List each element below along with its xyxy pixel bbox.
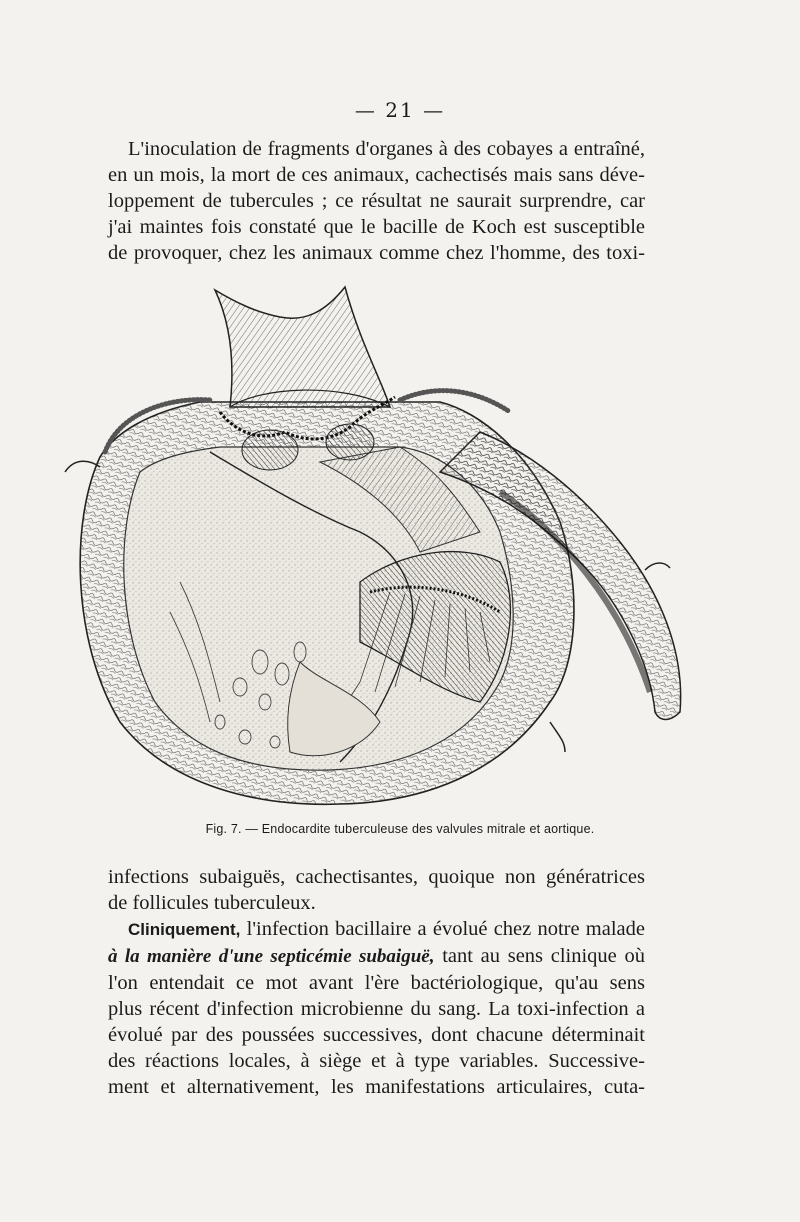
text-line: plus récent d'infection microbienne du sang. La toxi-infection a: [108, 998, 645, 1020]
text-line: loppement de tubercules ; ce résultat ne saurait surprendre, car: [108, 190, 645, 212]
text-fragment: tant au sens clinique où: [434, 945, 645, 967]
bold-term: Cliniquement,: [128, 920, 241, 939]
paragraph-top: [108, 136, 645, 266]
text-line: l'on entendait ce mot avant l'ère bactériologique, qu'au sens: [108, 972, 645, 994]
figure-caption: Fig. 7. — Endocardite tuberculeuse des valvules mitrale et aortique.: [205, 822, 595, 836]
aorta: [215, 287, 390, 407]
text-line: infections subaiguës, cachectisantes, quoique non génératrices: [108, 866, 645, 888]
page-number: — 21 —: [354, 98, 446, 122]
text-line: L'inoculation de fragments d'organes à des cobayes a entraîné,: [128, 138, 645, 160]
heart-illustration: [60, 282, 700, 814]
text-line: en un mois, la mort de ces animaux, cachectisés mais sans déve-: [108, 164, 645, 186]
paragraph-bottom: [108, 864, 645, 1100]
text-line: j'ai maintes fois constaté que le bacille de Koch est susceptible: [108, 216, 645, 238]
text-line: de follicules tuberculeux.: [108, 892, 316, 914]
text-line: de provoquer, chez les animaux comme chez l'homme, des toxi-: [108, 242, 645, 264]
text-line: [108, 916, 645, 943]
text-line: ment et alternativement, les manifestations articulaires, cuta-: [108, 1076, 645, 1098]
text-fragment: l'infection bacillaire a évolué chez notre malade: [240, 918, 645, 940]
heart-engraving-drawing: [60, 282, 700, 814]
text-line: [108, 943, 645, 970]
text-line: évolué par des poussées successives, dont chacune déterminait: [108, 1024, 645, 1046]
text-line: des réactions locales, à siège et à type variables. Successive-: [108, 1050, 645, 1072]
italic-phrase: à la manière d'une septicémie subaiguë,: [108, 946, 435, 967]
